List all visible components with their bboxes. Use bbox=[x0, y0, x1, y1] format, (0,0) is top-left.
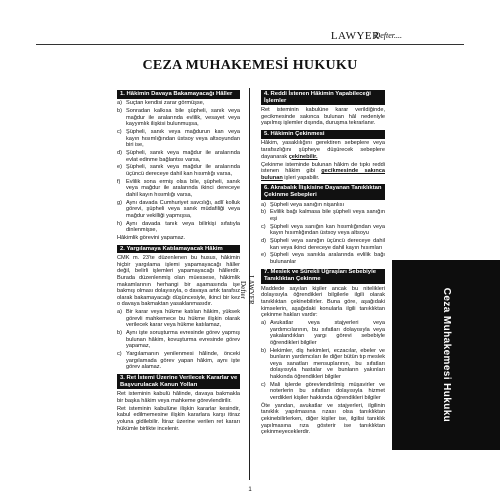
list-item: a) Avukatlar veya stajyerleri veya yardımcılarının, bu sıfatları dolayısıyla veya yakalandıkları yargı görevi sebebiyle öğrendikleri bilgiler bbox=[261, 320, 385, 346]
list-item: b) Hekimler, diş hekimleri, eczacılar, ebeler ve bunların yardımcıları ile diğer bütün tıp meslek veya sanatları mensuplarının, bu sıfatları dolayısıyla hastalar ve bunların yakınları hakkında öğrendikleri bilgiler bbox=[261, 347, 385, 381]
logo-subtitle: Defter.... bbox=[374, 31, 402, 40]
page-header bbox=[0, 0, 500, 50]
paragraph: Çekinme isteminde bulunan hâkim de tıpkı reddi istenen hâkim gibi gecikmesinde sakınca bulunan işleri yapabilir. bbox=[261, 161, 385, 181]
paragraph: Öte yandan, avukatlar ve stajyerleri, ilgilinin tanıklık yapılmasına rızası olsa tanıklıktan çekinebilirlerken, diğer kişiler ise, ilgilisi tanıklık yapılmasına rıza gösterir ise tanıklıktan çekinmeyeceklerdir. bbox=[261, 402, 385, 436]
left-column bbox=[117, 90, 240, 434]
right-column bbox=[261, 90, 385, 437]
list-item: a) Bir karar veya hükme katılan hâkim, yüksek görevli mahkemece bu hükme ilişkin olarak verilecek karar veya hükme katılamaz, bbox=[117, 309, 240, 329]
list-item: f) Evlilik sona ermiş olsa bile, şüpheli, sanık veya mağdur ile aralarında ikinci dereceye dahil kayın hısımlığı varsa, bbox=[117, 178, 240, 199]
paragraph: Hâkim, yasaklılığını gerektiren sebeplere veya tarafsızlığını şüpheye düşürecek sebeplere dayanarak çekinebilir. bbox=[261, 140, 385, 160]
page-number: 1 bbox=[248, 487, 252, 493]
section-heading: 7. Meslek ve Sürekli Uğraşları Sebebiyle Tanıklıktan Çekinme bbox=[261, 269, 385, 284]
paragraph: Ret isteminin kabulüne karar verildiğinde, gecikmesinde sakınca bulunan hâl nedeniyle yapılmış işlemler dışında, duruşma tekrarlanır. bbox=[261, 107, 385, 127]
lawyer-logo: LAWYER bbox=[330, 30, 380, 42]
emphasis: çekinebilir. bbox=[288, 153, 318, 160]
header-rule bbox=[36, 44, 464, 45]
section-heading: 5. Hâkimin Çekinmesi bbox=[261, 130, 385, 139]
list-item: e) Şüpheli veya sanıkla aralarında evlilik bağı bulunanlar bbox=[261, 252, 385, 265]
section-1-list bbox=[117, 100, 240, 234]
page-title: CEZA MUHAKEMESİ HUKUKU bbox=[142, 58, 358, 73]
paragraph: CMK m. 23'te düzenlenen bu husus, hâkimin hiçbir yargılama işlemi yapamayacağı hâller değil, belirli işlemleri yapamayacağı hâllerdir. Burada düzenlenmiş olan müessese, hâkimlik makamlarının herhangi bir aşamasında işe bakmış olması dolayısıyla, o davaya artık tarafsız olarak bakamayacağı düşüncesiyle, ikinci bir kez o davaya bakmaktan yasaklanmasıdır. bbox=[117, 255, 240, 308]
section-heading: 2. Yargılamaya Katılamayacak Hâkim bbox=[117, 245, 240, 254]
vertical-watermark: LAWYER Defter bbox=[239, 275, 255, 305]
side-tab bbox=[392, 260, 500, 450]
list-item: c) Mali işlerde görevlendirilmiş müşavirler ve noterlerin bu sıfatları dolayısıyla hizmet verdikleri kişiler hakkında öğrendikleri bilgiler bbox=[261, 381, 385, 402]
section-heading: 3. Ret İstemi Üzerine Verilecek Kararlar ve Başvurulacak Kanun Yolları bbox=[117, 374, 240, 389]
emphasis: gecikmesinde sakınca bulunan bbox=[261, 168, 385, 181]
list-item: c) Şüpheli, sanık veya mağdurun kan veya kayın hısımlığından üstsoy veya altsoyundan biri ise, bbox=[117, 129, 240, 149]
side-tab-label: Ceza Muhakemesi Hukuku bbox=[441, 287, 452, 423]
paragraph: Maddede sayılan kişiler ancak bu nitelikleri dolayısıyla öğrendikleri bilgilerle ilgili olarak tanıklıktan çekinebilirler. Buna göre, aşağıdaki kimselerin, aşağıdaki konularla ilgili tanıklıktan çekinme hakları vardır: bbox=[261, 285, 385, 319]
list-item: d) Şüpheli, sanık veya mağdur ile aralarında evlat edinme bağlantısı varsa, bbox=[117, 150, 240, 163]
list-item: e) Şüpheli, sanık veya mağdur ile aralarında üçüncü dereceye dahil kan hısımlığı varsa, bbox=[117, 164, 240, 178]
list-item: g) Aynı davada Cumhuriyet savcılığı, adlî kolluk görevi, şüpheli veya sanık müdafiliği veya mağdur vekilliği yapmışsa, bbox=[117, 199, 240, 220]
section-heading: 6. Akrabalık İlişkisine Dayanan Tanıklıktan Çekinme Sebepleri bbox=[261, 184, 385, 199]
list-item: a) Suçtan kendisi zarar görmüşse, bbox=[117, 100, 205, 107]
section-heading: 4. Reddi İstenen Hâkimin Yapabileceği İşlemler bbox=[261, 90, 385, 105]
list-item: b) Evlilik bağı kalmasa bile şüpheli veya sanığın eşi bbox=[261, 209, 385, 222]
list-item: c) Şüpheli veya sanığın kan hısımlığından veya kayın hısımlığından üstsoy veya altsoyu bbox=[261, 223, 385, 237]
list-item: a) Şüpheli veya sanığın nişanlısı bbox=[261, 201, 345, 208]
list-item: b) Sonradan kalkısa bile şüpheli, sanık veya mağdur ile aralarında evlilik, vesayet veya kayyımlık ilişkisi bulunmuşsa, bbox=[117, 108, 240, 128]
list-item: c) Yargılamanın yenilenmesi hâlinde, önceki yargılamada görev yapan hâkim, aynı işte görev alamaz. bbox=[117, 351, 240, 371]
list-item: b) Aynı işte soruşturma evresinde görev yapmış bulunan hâkim, kovuşturma evresinde görev yapamaz, bbox=[117, 330, 240, 350]
list-item: h) Aynı davada tanık veya bilirkişi sıfatıyla dinlenmişse, bbox=[117, 220, 240, 234]
list-item: d) Şüpheli veya sanığın üçüncü dereceye dahil kan veya ikinci dereceye dahil kayın hısımları bbox=[261, 238, 385, 251]
paragraph: Ret isteminin kabulü hâlinde, davaya bakmakla bir başka hâkim veya mahkeme görevlendirilir. bbox=[117, 391, 240, 404]
paragraph: Hâkimlik görevini yapamaz. bbox=[117, 235, 186, 242]
section-heading: 1. Hâkimin Davaya Bakamayacağı Hâller bbox=[117, 90, 240, 99]
paragraph: Ret isteminin kabulüne ilişkin kararlar kesindir, kabul edilmemesine ilişkin kararlara karşı itiraz yoluna gidilebilir. İtiraz üzerine verilen ret kararı hükümle birlikte incelenir. bbox=[117, 405, 240, 432]
